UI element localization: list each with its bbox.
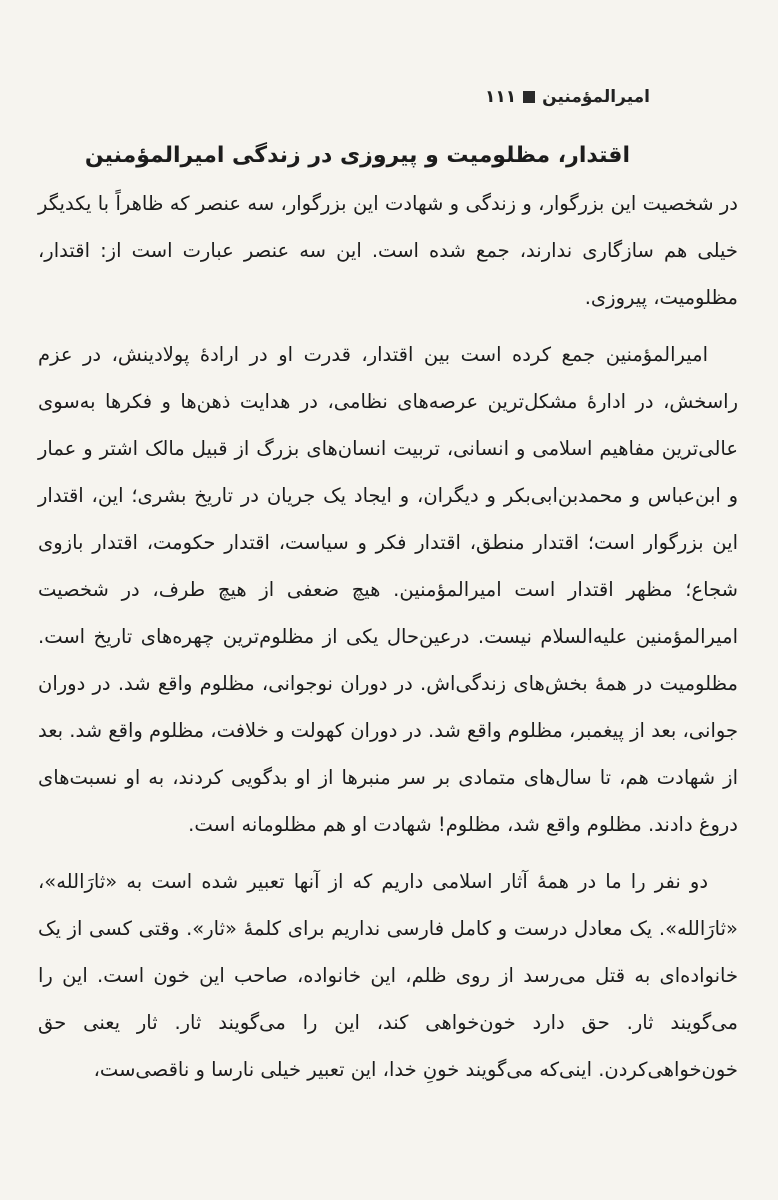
header-square-icon (523, 91, 535, 103)
paragraph-2: امیرالمؤمنین جمع کرده است بین اقتدار، قدرت او در ارادهٔ پولادینش، در عزم راسخش، در ادارهٔ مشکل‌ترین عرصه‌های نظامی، در هدایت ذهن‌ها و فکرها به‌سوی عالی‌ترین مفاهیم اسلامی و انسانی، تربیت انسان‌های بزرگ از قبیل مالک اشتر و عمار و ابن‌عباس و محمدبن‌ابی‌بکر و دیگران، و ایجاد یک جریان در تاریخ بشری؛ این، اقتدار این بزرگوار است؛ اقتدار منطق، اقتدار فکر و سیاست، اقتدار حکومت، اقتدار بازوی شجاع؛ مظهر اقتدار است امیرالمؤمنین. هیچ ضعفی از هیچ طرف، در شخصیت امیرالمؤمنین علیه‌السلام نیست. درعین‌حال یکی از مظلوم‌ترین چهره‌های تاریخ است. مظلومیت در همهٔ بخش‌های زندگی‌اش. در دوران نوجوانی، مظلوم واقع شد. در دوران جوانی، بعد از پیغمبر، مظلوم واقع شد. در دوران کهولت و خلافت، مظلوم واقع شد. بعد از شهادت هم، تا سال‌های متمادی بر سر منبرها از او بدگویی کردند، به او نسبت‌های دروغ دادند. مظلوم واقع شد، مظلوم! شهادت او هم مظلومانه است. (38, 343, 738, 836)
running-header (485, 84, 650, 110)
paragraph-3: دو نفر را ما در همهٔ آثار اسلامی داریم که از آنها تعبیر شده است به «ثارَالله»، «ثارَالله». یک معادل درست و کامل فارسی نداریم برای کلمهٔ «ثار». وقتی کسی از یک خانواده‌ای به قتل می‌رسد از روی ظلم، این خانواده، صاحب این خون است. این را می‌گویند ثار. حق دارد خون‌خواهی کند، این را می‌گویند ثار. ثار یعنی حق خون‌خواهی‌کردن. اینی‌که می‌گویند خونِ خدا، این تعبیر خیلی نارسا و ناقصی‌ست، (38, 870, 738, 1081)
body-text (38, 180, 738, 1093)
section-heading: اقتدار، مظلومیت و پیروزی در زندگی امیرالمؤمنین (84, 143, 630, 168)
paragraph-1: در شخصیت این بزرگوار، و زندگی و شهادت این بزرگوار، سه عنصر که ظاهراً با یکدیگر خیلی هم سازگاری ندارند، جمع شده است. این سه عنصر عبارت است از: اقتدار، مظلومیت، پیروزی. (38, 192, 738, 309)
page-number: ۱۱۱ (485, 87, 517, 107)
running-header-title: امیرالمؤمنین (542, 87, 650, 107)
